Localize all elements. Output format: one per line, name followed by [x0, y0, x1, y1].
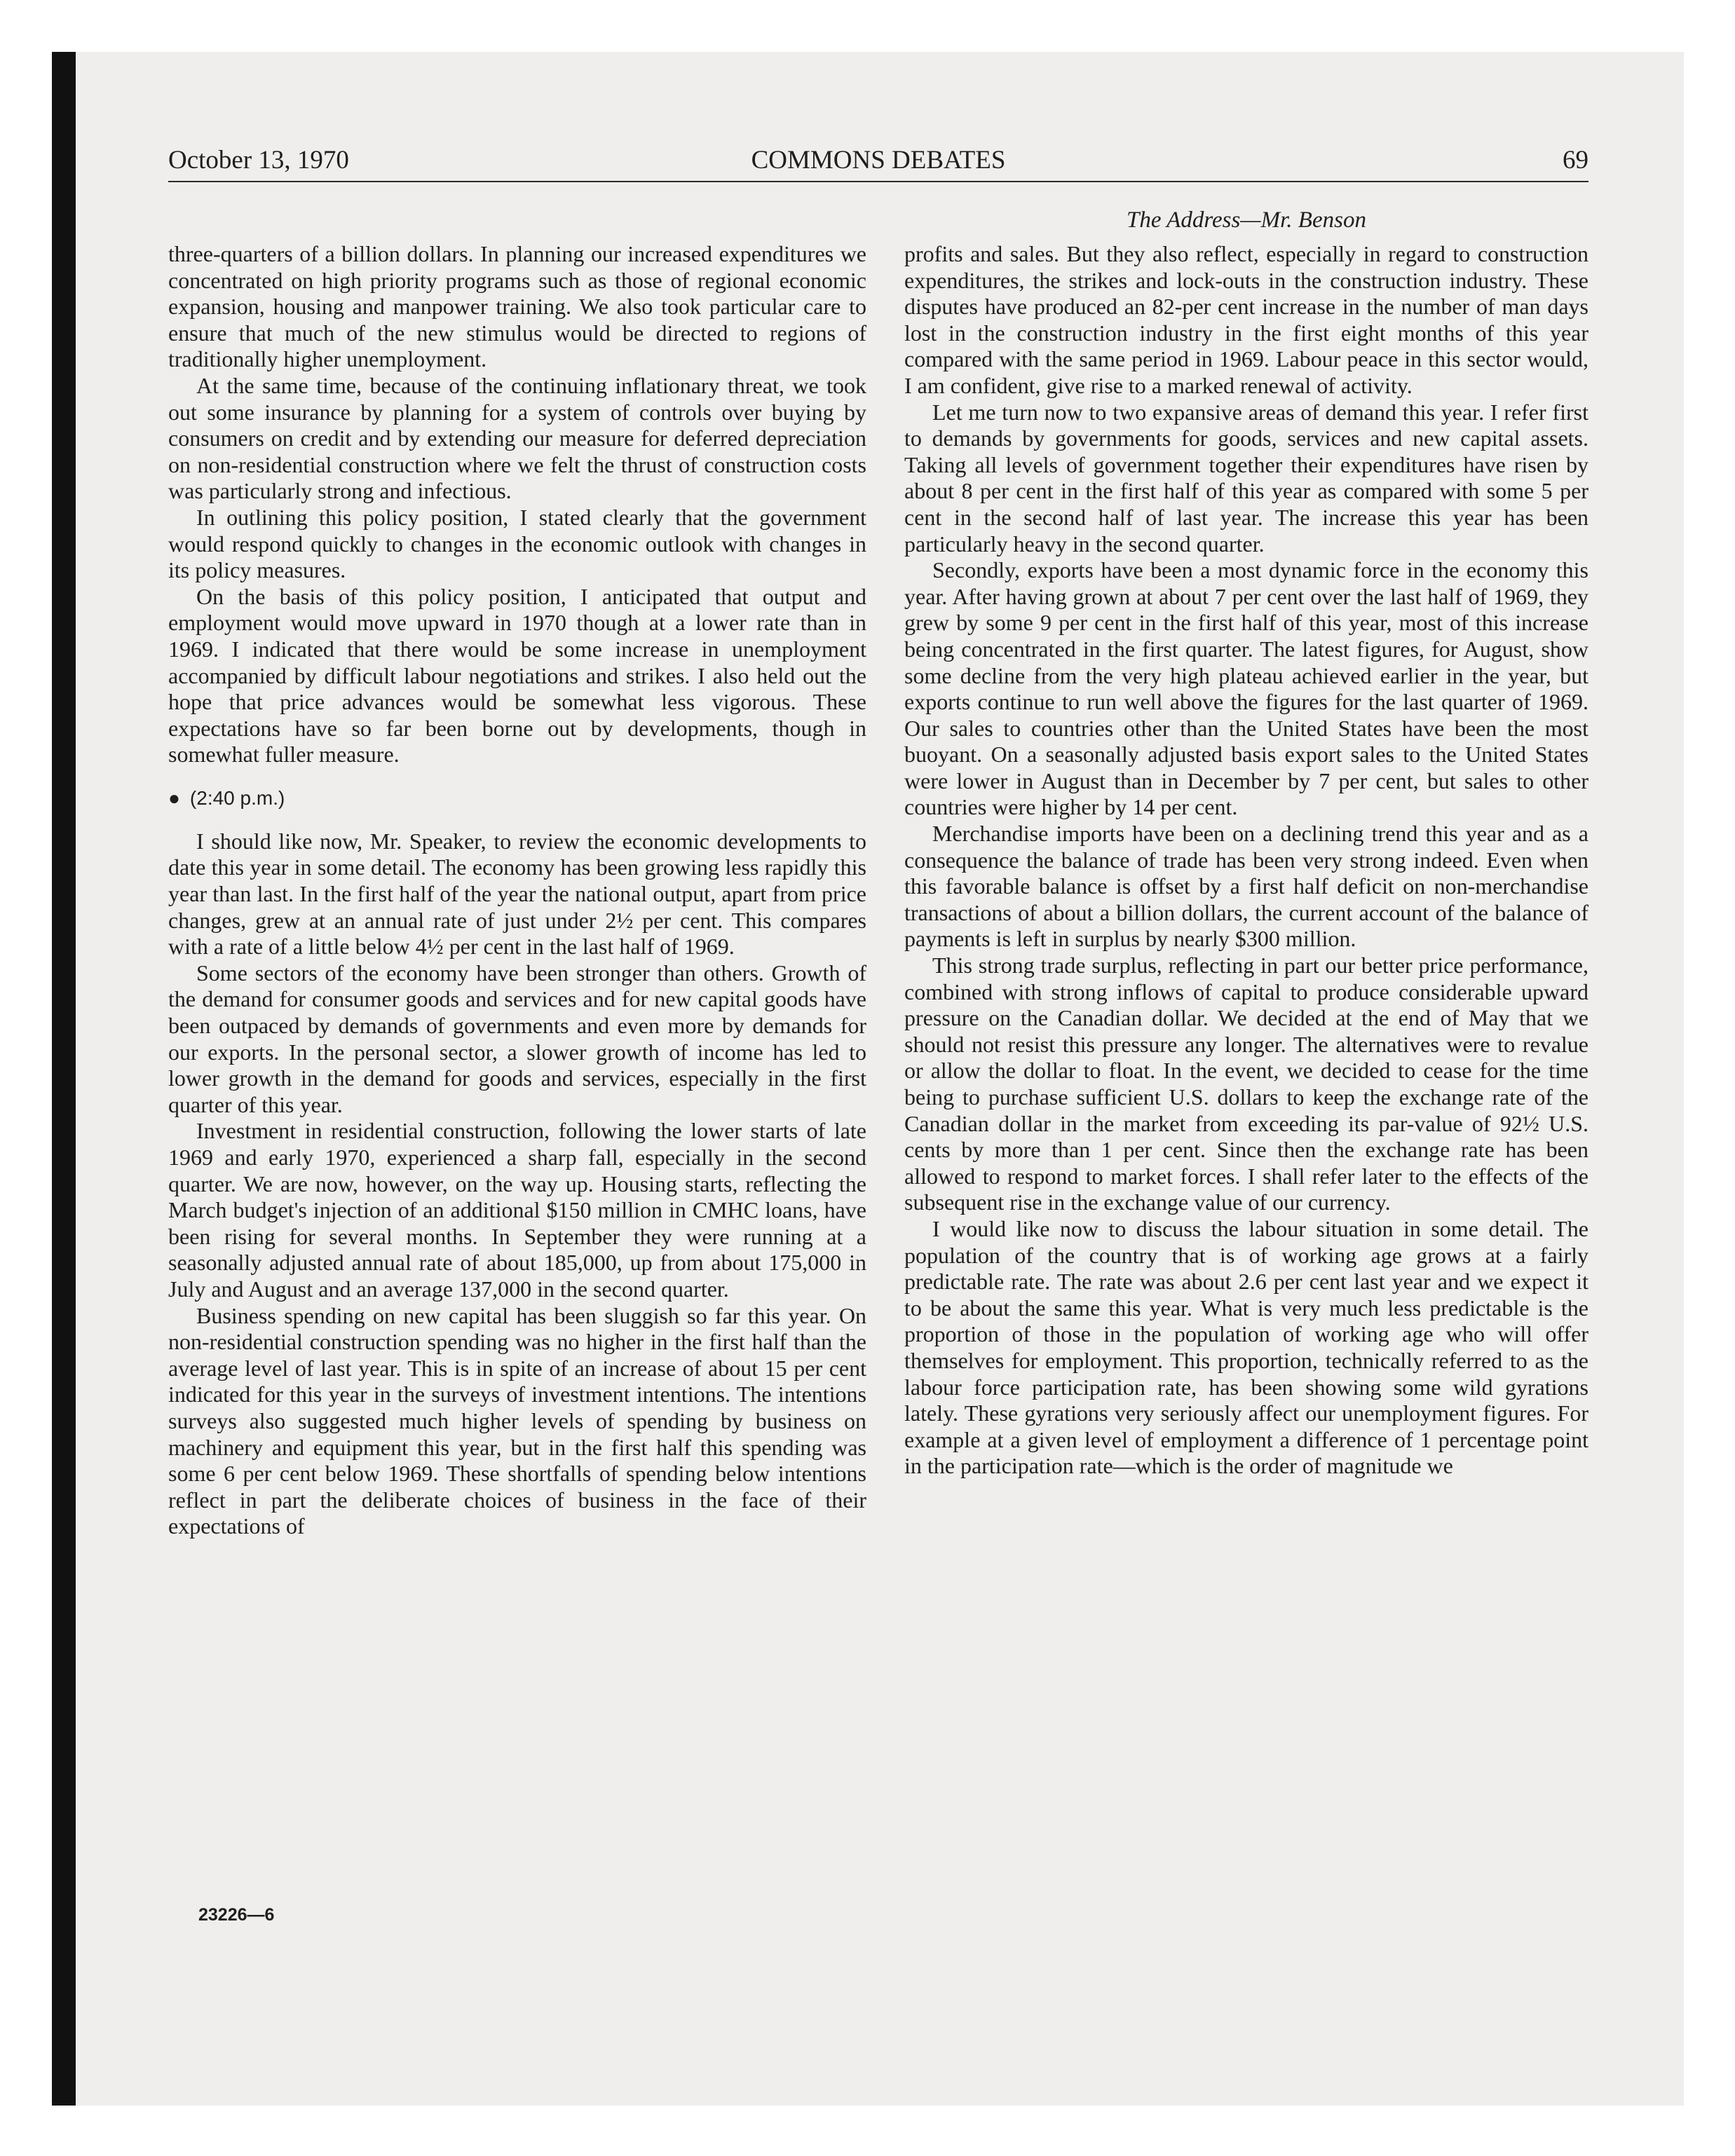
footer-code: 23226—6 — [198, 1905, 275, 1925]
paragraph: On the basis of this policy position, I anticipated that output and employment would move upward in 1970 though at a lower rate than in 1969. I indicated that there would be some increase in unemployment accompanied by difficult labour negotiations and strikes. I also held out the hope that price advances would be somewhat less vigorous. These expectations have so far been borne out by developments, though in somewhat fuller measure. — [168, 583, 866, 767]
running-head: The Address—Mr. Benson — [1127, 207, 1366, 233]
paragraph: In outlining this policy position, I stated clearly that the government would respond quickly to changes in the economic outlook with changes in its policy measures. — [168, 504, 866, 583]
paragraph: I would like now to discuss the labour situation in some detail. The population of the country that is of working age grows at a fairly predictable rate. The rate was about 2.6 per cent last year and we expect it to be about the same this year. What is very much less predictable is the proportion of those in the population of working age who will offer themselves for employment. This proportion, technically referred to as the labour force participation rate, has been showing some wild gyrations lately. These gyrations very seriously affect our unemployment figures. For example at a given level of employment a difference of 1 percentage point in the participation rate—which is the order of magnitude we — [904, 1215, 1588, 1479]
paragraph: I should like now, Mr. Speaker, to review the economic developments to date this year in some detail. The economy has been growing less rapidly this year than last. In the first half of the year the national output, apart from price changes, grew at an annual rate of just under 2½ per cent. This compares with a rate of a little below 4½ per cent in the last half of 1969. — [168, 828, 866, 960]
paragraph: Investment in residential construction, following the lower starts of late 1969 and early 1970, experienced a sharp fall, especially in the second quarter. We are now, however, on the way up. Housing starts, reflecting the March budget's injection of an additional $150 million in CMHC loans, have been rising for several months. In September they were running at a seasonally adjusted annual rate of about 185,000, up from about 175,000 in July and August and an average 137,000 in the second quarter. — [168, 1118, 866, 1302]
paragraph: This strong trade surplus, reflecting in part our better price performance, combined with strong inflows of capital to produce considerable upward pressure on the Canadian dollar. We decided at the end of May that we should not resist this pressure any longer. The alternatives were to revalue or allow the dollar to float. In the event, we decided to cease for the time being to purchase sufficient U.S. dollars to keep the exchange rate of the Canadian dollar in the market from exceeding its par-value of 92½ U.S. cents by more than 1 per cent. Since then the exchange rate has been allowed to respond to market forces. I shall refer later to the effects of the subsequent rise in the exchange value of our currency. — [904, 953, 1588, 1215]
page-number: 69 — [1563, 146, 1588, 175]
paragraph: At the same time, because of the continuing inflationary threat, we took out some insurance by planning for a system of controls over buying by consumers on credit and by extending our measure for deferred depreciation on non-residential construction where we felt the thrust of construction costs was particularly strong and infectious. — [168, 372, 866, 504]
page-header — [168, 143, 1588, 182]
bullet-icon: ● — [168, 786, 180, 809]
right-column — [904, 241, 1588, 1480]
left-column — [168, 241, 866, 1540]
header-date: October 13, 1970 — [168, 146, 349, 175]
timestamp — [168, 786, 866, 810]
paragraph: Let me turn now to two expansive areas of demand this year. I refer first to demands by governments for goods, services and new capital assets. Taking all levels of government together their expenditures have risen by about 8 per cent in the first half of this year as compared with some 5 per cent in the second half of last year. The increase this year has been particularly heavy in the second quarter. — [904, 399, 1588, 557]
paragraph: three-quarters of a billion dollars. In planning our increased expenditures we concentrated on high priority programs such as those of regional economic expansion, housing and manpower training. We also took particular care to ensure that much of the new stimulus would be directed to regions of traditionally higher unemployment. — [168, 241, 866, 372]
paragraph: Business spending on new capital has been sluggish so far this year. On non-residential construction spending was no higher in the first half than the average level of last year. This is in spite of an increase of about 15 per cent indicated for this year in the surveys of investment intentions. The intentions surveys also suggested much higher levels of spending by business on machinery and equipment this year, but in the first half this spending was some 6 per cent below 1969. These shortfalls of spending below intentions reflect in part the deliberate choices of business in the face of their expectations of — [168, 1302, 866, 1539]
timestamp-text: (2:40 p.m.) — [189, 786, 285, 809]
paragraph: Some sectors of the economy have been stronger than others. Growth of the demand for consumer goods and services and for new capital goods have been outpaced by demands of governments and even more by demands for our exports. In the personal sector, a slower growth of income has led to lower growth in the demand for goods and services, especially in the first quarter of this year. — [168, 960, 866, 1117]
paragraph: Merchandise imports have been on a declining trend this year and as a consequence the balance of trade has been very strong indeed. Even when this favorable balance is offset by a first half deficit on non-merchandise transactions of about a billion dollars, the current account of the balance of payments is left in surplus by nearly $300 million. — [904, 821, 1588, 952]
paragraph: profits and sales. But they also reflect, especially in regard to construction expenditures, the strikes and lock-outs in the construction industry. These disputes have produced an 82-per cent increase in the number of man days lost in the construction industry in the first eight months of this year compared with the same period in 1969. Labour peace in this sector would, I am confident, give rise to a marked renewal of activity. — [904, 241, 1588, 398]
header-title: COMMONS DEBATES — [751, 146, 1006, 175]
paragraph: Secondly, exports have been a most dynamic force in the economy this year. After having grown at about 7 per cent over the last half of 1969, they grew by some 9 per cent in the first half of this year, most of this increase being concentrated in the first quarter. The latest figures, for August, show some decline from the very high plateau achieved earlier in the year, but exports continue to run well above the figures for the last quarter of 1969. Our sales to countries other than the United States have been the most buoyant. On a seasonally adjusted basis export sales to the United States were lower in August than in December by 7 per cent, but sales to other countries were higher by 14 per cent. — [904, 557, 1588, 820]
binding-edge — [52, 52, 76, 2106]
